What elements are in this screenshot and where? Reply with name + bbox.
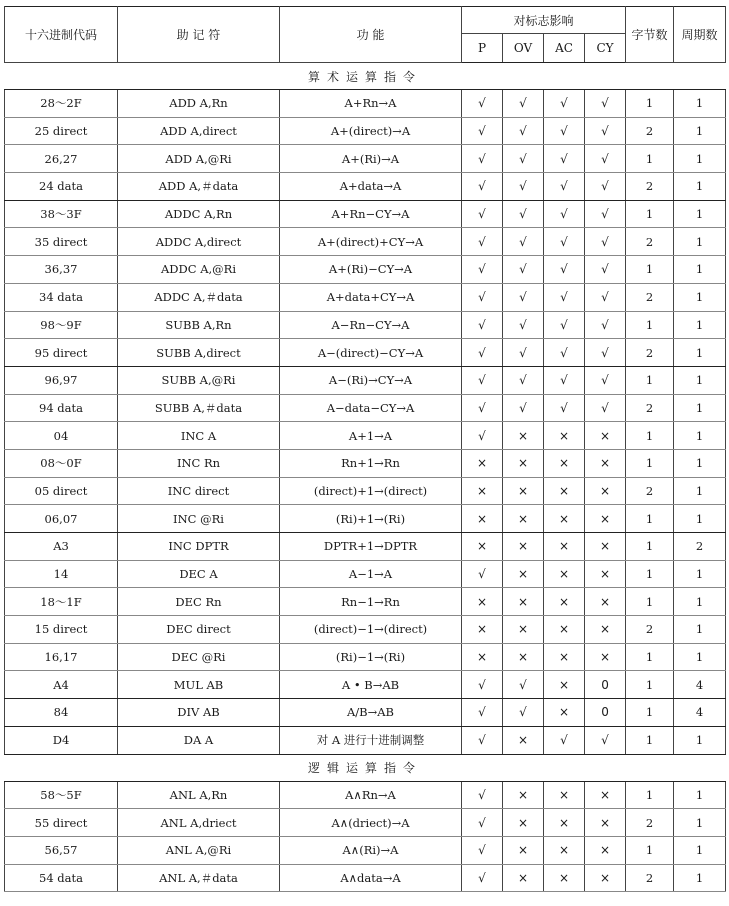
bytes-cell: 1 — [626, 726, 674, 754]
flag-ov-cell: √ — [503, 394, 544, 422]
mnemonic-cell: DIV AB — [118, 699, 280, 727]
function-cell: A−1→A — [280, 560, 462, 588]
flag-cy-cell: √ — [585, 726, 626, 754]
bytes-cell: 1 — [626, 836, 674, 864]
instruction-row — [5, 671, 726, 699]
hex-code-cell: 14 — [5, 560, 118, 588]
cycles-cell: 1 — [674, 145, 726, 173]
function-cell: (Ri)−1→(Ri) — [280, 643, 462, 671]
instruction-table — [4, 6, 726, 892]
function-cell: A+1→A — [280, 422, 462, 450]
mnemonic-cell: DEC A — [118, 560, 280, 588]
hex-code-cell: 54 data — [5, 864, 118, 892]
hex-code-cell: A4 — [5, 671, 118, 699]
instruction-row — [5, 726, 726, 754]
hex-code-cell: 04 — [5, 422, 118, 450]
bytes-cell: 1 — [626, 533, 674, 561]
cycles-cell: 1 — [674, 643, 726, 671]
bytes-cell: 2 — [626, 283, 674, 311]
flag-ov-cell: × — [503, 809, 544, 837]
bytes-cell: 1 — [626, 90, 674, 118]
flag-ac-cell: × — [544, 560, 585, 588]
hex-code-cell: 26,27 — [5, 145, 118, 173]
mnemonic-cell: SUBB A,@Ri — [118, 366, 280, 394]
mnemonic-cell: DEC direct — [118, 616, 280, 644]
flag-ac-cell: × — [544, 449, 585, 477]
mnemonic-cell: SUBB A,Rn — [118, 311, 280, 339]
flag-cy-cell: × — [585, 836, 626, 864]
hex-code-cell: 08～0F — [5, 449, 118, 477]
instruction-table-container — [4, 6, 725, 892]
flag-p-cell: √ — [462, 366, 503, 394]
flag-cy-cell: × — [585, 560, 626, 588]
hex-code-cell: 58～5F — [5, 781, 118, 809]
instruction-row — [5, 145, 726, 173]
flag-cy-cell: 0 — [585, 699, 626, 727]
flag-p-cell: √ — [462, 836, 503, 864]
flag-ov-cell: √ — [503, 283, 544, 311]
function-cell: A+data→A — [280, 173, 462, 201]
flag-cy-cell: × — [585, 781, 626, 809]
flag-ov-cell: √ — [503, 173, 544, 201]
cycles-cell: 1 — [674, 283, 726, 311]
flag-ov-cell: √ — [503, 671, 544, 699]
mnemonic-cell: DEC @Ri — [118, 643, 280, 671]
bytes-cell: 2 — [626, 864, 674, 892]
function-cell: DPTR+1→DPTR — [280, 533, 462, 561]
instruction-row — [5, 864, 726, 892]
hex-code-cell: 84 — [5, 699, 118, 727]
mnemonic-cell: DA A — [118, 726, 280, 754]
flag-cy-cell: √ — [585, 90, 626, 118]
hex-code-cell: 55 direct — [5, 809, 118, 837]
flag-ov-cell: × — [503, 864, 544, 892]
bytes-cell: 2 — [626, 117, 674, 145]
bytes-cell: 2 — [626, 616, 674, 644]
flag-cy-cell: × — [585, 505, 626, 533]
function-cell: 对 A 进行十进制调整 — [280, 726, 462, 754]
function-cell: A+Rn−CY→A — [280, 200, 462, 228]
hex-code-cell: 94 data — [5, 394, 118, 422]
flag-ov-cell: √ — [503, 200, 544, 228]
flag-ac-cell: √ — [544, 228, 585, 256]
mnemonic-cell: ADDC A,@Ri — [118, 256, 280, 284]
flag-ac-cell: × — [544, 864, 585, 892]
instruction-row — [5, 560, 726, 588]
instruction-row — [5, 809, 726, 837]
flag-cy-cell: √ — [585, 173, 626, 201]
mnemonic-cell: SUBB A,＃data — [118, 394, 280, 422]
cycles-cell: 1 — [674, 726, 726, 754]
hex-code-cell: 15 direct — [5, 616, 118, 644]
function-cell: (Ri)+1→(Ri) — [280, 505, 462, 533]
mnemonic-cell: INC A — [118, 422, 280, 450]
function-cell: A+Rn→A — [280, 90, 462, 118]
function-cell: A • B→AB — [280, 671, 462, 699]
mnemonic-cell: ADDC A,direct — [118, 228, 280, 256]
flag-p-cell: √ — [462, 394, 503, 422]
flag-ov-cell: × — [503, 643, 544, 671]
flag-ac-cell: × — [544, 781, 585, 809]
header-flags-group: 对标志影响 — [462, 7, 626, 34]
bytes-cell: 1 — [626, 699, 674, 727]
instruction-row — [5, 311, 726, 339]
flag-p-cell: √ — [462, 560, 503, 588]
cycles-cell: 1 — [674, 256, 726, 284]
hex-code-cell: 18～1F — [5, 588, 118, 616]
function-cell: Rn+1→Rn — [280, 449, 462, 477]
flag-ov-cell: × — [503, 505, 544, 533]
cycles-cell: 2 — [674, 533, 726, 561]
mnemonic-cell: MUL AB — [118, 671, 280, 699]
hex-code-cell: 16,17 — [5, 643, 118, 671]
flag-cy-cell: 0 — [585, 671, 626, 699]
flag-cy-cell: √ — [585, 228, 626, 256]
bytes-cell: 2 — [626, 809, 674, 837]
flag-p-cell: √ — [462, 90, 503, 118]
flag-cy-cell: √ — [585, 117, 626, 145]
flag-ac-cell: × — [544, 809, 585, 837]
flag-cy-cell: × — [585, 643, 626, 671]
bytes-cell: 1 — [626, 560, 674, 588]
cycles-cell: 1 — [674, 394, 726, 422]
flag-ac-cell: × — [544, 671, 585, 699]
instruction-row — [5, 90, 726, 118]
hex-code-cell: 35 direct — [5, 228, 118, 256]
flag-ac-cell: × — [544, 505, 585, 533]
cycles-cell: 1 — [674, 422, 726, 450]
bytes-cell: 1 — [626, 256, 674, 284]
mnemonic-cell: INC DPTR — [118, 533, 280, 561]
flag-p-cell: × — [462, 588, 503, 616]
section-header-row — [5, 63, 726, 90]
instruction-row — [5, 256, 726, 284]
flag-p-cell: √ — [462, 339, 503, 367]
flag-p-cell: × — [462, 505, 503, 533]
flag-ac-cell: × — [544, 616, 585, 644]
flag-ov-cell: √ — [503, 366, 544, 394]
instruction-table-body — [5, 63, 726, 892]
bytes-cell: 1 — [626, 671, 674, 699]
flag-ov-cell: × — [503, 781, 544, 809]
header-cycles: 周期数 — [674, 7, 726, 63]
mnemonic-cell: ANL A,＃data — [118, 864, 280, 892]
function-cell: A+data+CY→A — [280, 283, 462, 311]
flag-p-cell: √ — [462, 781, 503, 809]
function-cell: A−(Ri)→CY→A — [280, 366, 462, 394]
flag-ac-cell: √ — [544, 394, 585, 422]
flag-ac-cell: √ — [544, 726, 585, 754]
bytes-cell: 2 — [626, 477, 674, 505]
bytes-cell: 2 — [626, 228, 674, 256]
function-cell: A∧(driect)→A — [280, 809, 462, 837]
instruction-row — [5, 200, 726, 228]
flag-p-cell: √ — [462, 145, 503, 173]
flag-ov-cell: √ — [503, 699, 544, 727]
flag-ac-cell: × — [544, 836, 585, 864]
hex-code-cell: 06,07 — [5, 505, 118, 533]
bytes-cell: 1 — [626, 311, 674, 339]
instruction-row — [5, 173, 726, 201]
flag-p-cell: √ — [462, 699, 503, 727]
hex-code-cell: D4 — [5, 726, 118, 754]
flag-p-cell: × — [462, 616, 503, 644]
function-cell: A+(direct)→A — [280, 117, 462, 145]
bytes-cell: 1 — [626, 781, 674, 809]
mnemonic-cell: ADD A,@Ri — [118, 145, 280, 173]
cycles-cell: 1 — [674, 117, 726, 145]
hex-code-cell: 24 data — [5, 173, 118, 201]
flag-ac-cell: √ — [544, 256, 585, 284]
flag-cy-cell: × — [585, 809, 626, 837]
flag-ac-cell: √ — [544, 173, 585, 201]
cycles-cell: 1 — [674, 560, 726, 588]
cycles-cell: 1 — [674, 200, 726, 228]
bytes-cell: 2 — [626, 339, 674, 367]
instruction-row — [5, 449, 726, 477]
flag-ac-cell: √ — [544, 90, 585, 118]
flag-cy-cell: √ — [585, 256, 626, 284]
flag-ov-cell: × — [503, 616, 544, 644]
flag-ov-cell: × — [503, 533, 544, 561]
flag-p-cell: √ — [462, 117, 503, 145]
bytes-cell: 1 — [626, 145, 674, 173]
flag-ov-cell: × — [503, 477, 544, 505]
instruction-row — [5, 699, 726, 727]
instruction-row — [5, 616, 726, 644]
flag-cy-cell: × — [585, 588, 626, 616]
flag-cy-cell: √ — [585, 311, 626, 339]
cycles-cell: 4 — [674, 699, 726, 727]
flag-ac-cell: √ — [544, 311, 585, 339]
flag-ov-cell: × — [503, 449, 544, 477]
cycles-cell: 1 — [674, 449, 726, 477]
flag-p-cell: × — [462, 477, 503, 505]
function-cell: A∧(Ri)→A — [280, 836, 462, 864]
instruction-row — [5, 588, 726, 616]
cycles-cell: 1 — [674, 366, 726, 394]
flag-ac-cell: × — [544, 477, 585, 505]
mnemonic-cell: ANL A,Rn — [118, 781, 280, 809]
instruction-row — [5, 422, 726, 450]
flag-p-cell: √ — [462, 228, 503, 256]
flag-ac-cell: √ — [544, 339, 585, 367]
flag-p-cell: √ — [462, 671, 503, 699]
flag-cy-cell: √ — [585, 394, 626, 422]
flag-ov-cell: √ — [503, 90, 544, 118]
header-flag-ac: AC — [544, 34, 585, 63]
flag-p-cell: × — [462, 533, 503, 561]
section-title: 算术运算指令 — [5, 63, 726, 90]
flag-ov-cell: × — [503, 422, 544, 450]
flag-ac-cell: × — [544, 588, 585, 616]
flag-cy-cell: √ — [585, 200, 626, 228]
instruction-row — [5, 117, 726, 145]
hex-code-cell: 98～9F — [5, 311, 118, 339]
flag-p-cell: √ — [462, 864, 503, 892]
cycles-cell: 1 — [674, 588, 726, 616]
bytes-cell: 2 — [626, 394, 674, 422]
function-cell: A+(Ri)→A — [280, 145, 462, 173]
flag-cy-cell: × — [585, 616, 626, 644]
cycles-cell: 1 — [674, 228, 726, 256]
hex-code-cell: 95 direct — [5, 339, 118, 367]
flag-ov-cell: √ — [503, 256, 544, 284]
function-cell: (direct)+1→(direct) — [280, 477, 462, 505]
section-title: 逻辑运算指令 — [5, 754, 726, 781]
header-function: 功 能 — [280, 7, 462, 63]
flag-p-cell: √ — [462, 311, 503, 339]
instruction-row — [5, 283, 726, 311]
cycles-cell: 1 — [674, 864, 726, 892]
mnemonic-cell: ANL A,driect — [118, 809, 280, 837]
function-cell: Rn−1→Rn — [280, 588, 462, 616]
flag-ac-cell: × — [544, 699, 585, 727]
bytes-cell: 1 — [626, 422, 674, 450]
flag-p-cell: × — [462, 449, 503, 477]
function-cell: (direct)−1→(direct) — [280, 616, 462, 644]
cycles-cell: 1 — [674, 477, 726, 505]
hex-code-cell: 28～2F — [5, 90, 118, 118]
header-flag-cy: CY — [585, 34, 626, 63]
mnemonic-cell: ADD A,direct — [118, 117, 280, 145]
bytes-cell: 1 — [626, 366, 674, 394]
cycles-cell: 1 — [674, 339, 726, 367]
flag-cy-cell: √ — [585, 283, 626, 311]
hex-code-cell: 96,97 — [5, 366, 118, 394]
flag-cy-cell: √ — [585, 339, 626, 367]
bytes-cell: 1 — [626, 505, 674, 533]
flag-ac-cell: √ — [544, 366, 585, 394]
mnemonic-cell: ADD A,Rn — [118, 90, 280, 118]
cycles-cell: 1 — [674, 311, 726, 339]
instruction-row — [5, 505, 726, 533]
bytes-cell: 1 — [626, 643, 674, 671]
flag-ov-cell: √ — [503, 311, 544, 339]
header-flag-ov: OV — [503, 34, 544, 63]
flag-cy-cell: √ — [585, 145, 626, 173]
mnemonic-cell: DEC Rn — [118, 588, 280, 616]
flag-cy-cell: × — [585, 449, 626, 477]
function-cell: A−Rn−CY→A — [280, 311, 462, 339]
function-cell: A∧data→A — [280, 864, 462, 892]
flag-ov-cell: × — [503, 560, 544, 588]
header-hex-code: 十六进制代码 — [5, 7, 118, 63]
flag-p-cell: √ — [462, 422, 503, 450]
instruction-row — [5, 228, 726, 256]
flag-ac-cell: √ — [544, 200, 585, 228]
instruction-row — [5, 836, 726, 864]
flag-ac-cell: × — [544, 533, 585, 561]
flag-cy-cell: × — [585, 477, 626, 505]
flag-p-cell: × — [462, 643, 503, 671]
hex-code-cell: 36,37 — [5, 256, 118, 284]
flag-ac-cell: √ — [544, 145, 585, 173]
hex-code-cell: 25 direct — [5, 117, 118, 145]
flag-cy-cell: √ — [585, 366, 626, 394]
cycles-cell: 4 — [674, 671, 726, 699]
instruction-row — [5, 533, 726, 561]
cycles-cell: 1 — [674, 173, 726, 201]
function-cell: A+(direct)+CY→A — [280, 228, 462, 256]
cycles-cell: 1 — [674, 90, 726, 118]
flag-ac-cell: × — [544, 422, 585, 450]
function-cell: A/B→AB — [280, 699, 462, 727]
flag-ov-cell: × — [503, 726, 544, 754]
flag-cy-cell: × — [585, 422, 626, 450]
flag-ov-cell: √ — [503, 145, 544, 173]
flag-ov-cell: √ — [503, 228, 544, 256]
cycles-cell: 1 — [674, 616, 726, 644]
function-cell: A∧Rn→A — [280, 781, 462, 809]
flag-ov-cell: √ — [503, 339, 544, 367]
flag-p-cell: √ — [462, 726, 503, 754]
hex-code-cell: 34 data — [5, 283, 118, 311]
instruction-row — [5, 781, 726, 809]
bytes-cell: 1 — [626, 588, 674, 616]
mnemonic-cell: INC Rn — [118, 449, 280, 477]
function-cell: A+(Ri)−CY→A — [280, 256, 462, 284]
flag-p-cell: √ — [462, 283, 503, 311]
cycles-cell: 1 — [674, 836, 726, 864]
cycles-cell: 1 — [674, 781, 726, 809]
flag-p-cell: √ — [462, 173, 503, 201]
mnemonic-cell: INC @Ri — [118, 505, 280, 533]
mnemonic-cell: ADDC A,＃data — [118, 283, 280, 311]
flag-ov-cell: × — [503, 836, 544, 864]
flag-p-cell: √ — [462, 256, 503, 284]
flag-ac-cell: × — [544, 643, 585, 671]
hex-code-cell: 56,57 — [5, 836, 118, 864]
mnemonic-cell: ADD A,＃data — [118, 173, 280, 201]
flag-ov-cell: × — [503, 588, 544, 616]
function-cell: A−data−CY→A — [280, 394, 462, 422]
cycles-cell: 1 — [674, 505, 726, 533]
mnemonic-cell: ANL A,@Ri — [118, 836, 280, 864]
instruction-row — [5, 643, 726, 671]
flag-ac-cell: √ — [544, 117, 585, 145]
bytes-cell: 1 — [626, 200, 674, 228]
instruction-row — [5, 394, 726, 422]
header-flag-p: P — [462, 34, 503, 63]
bytes-cell: 2 — [626, 173, 674, 201]
flag-ov-cell: √ — [503, 117, 544, 145]
flag-p-cell: √ — [462, 200, 503, 228]
hex-code-cell: 38～3F — [5, 200, 118, 228]
header-mnemonic: 助 记 符 — [118, 7, 280, 63]
flag-p-cell: √ — [462, 809, 503, 837]
function-cell: A−(direct)−CY→A — [280, 339, 462, 367]
mnemonic-cell: SUBB A,direct — [118, 339, 280, 367]
mnemonic-cell: INC direct — [118, 477, 280, 505]
instruction-row — [5, 339, 726, 367]
hex-code-cell: A3 — [5, 533, 118, 561]
flag-cy-cell: × — [585, 533, 626, 561]
mnemonic-cell: ADDC A,Rn — [118, 200, 280, 228]
section-header-row — [5, 754, 726, 781]
hex-code-cell: 05 direct — [5, 477, 118, 505]
instruction-row — [5, 477, 726, 505]
flag-cy-cell: × — [585, 864, 626, 892]
instruction-row — [5, 366, 726, 394]
cycles-cell: 1 — [674, 809, 726, 837]
bytes-cell: 1 — [626, 449, 674, 477]
header-bytes: 字节数 — [626, 7, 674, 63]
flag-ac-cell: √ — [544, 283, 585, 311]
